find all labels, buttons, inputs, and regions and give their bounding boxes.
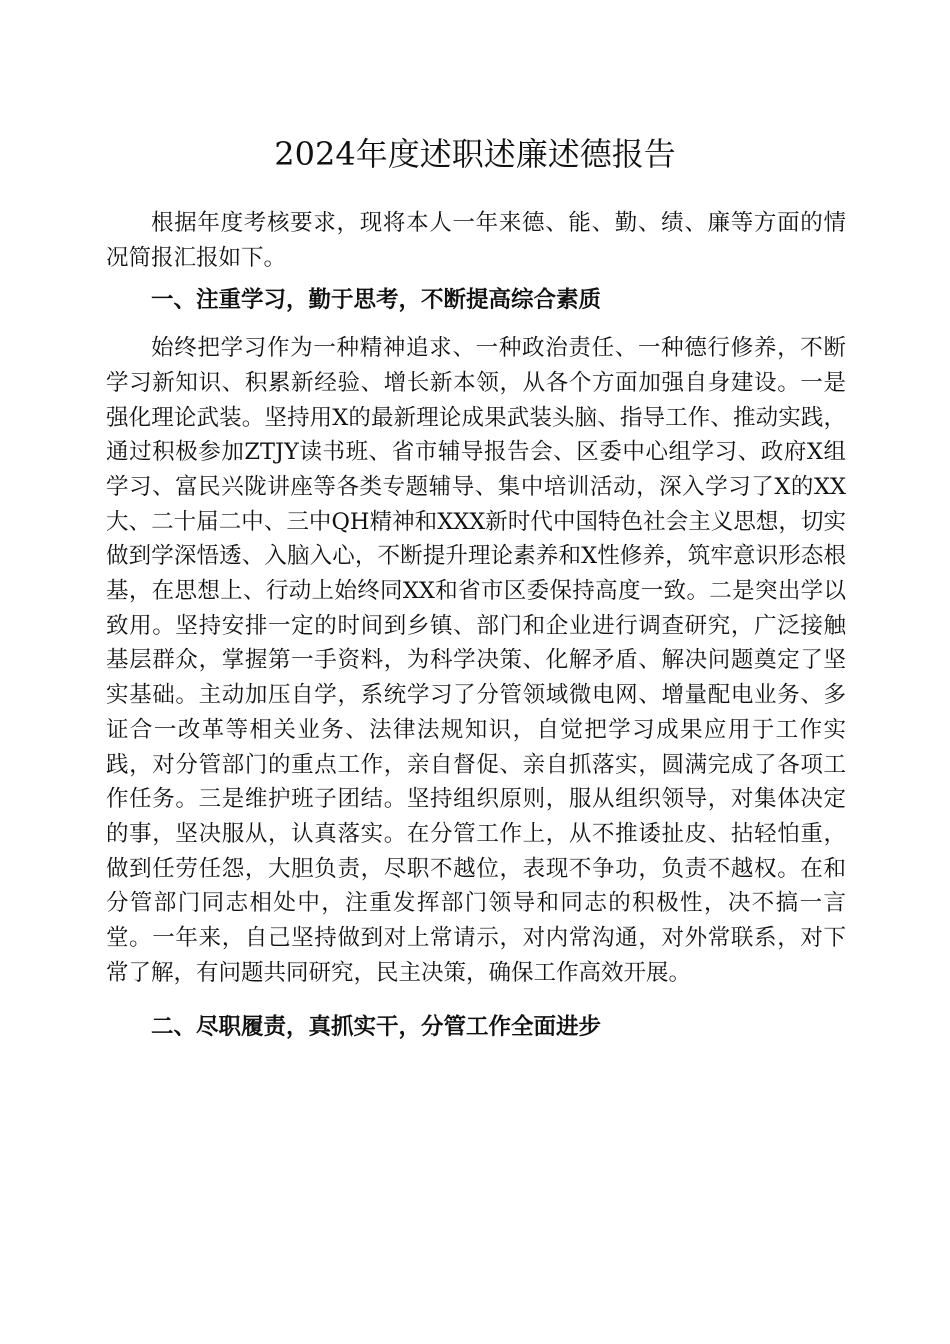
document-body [106, 206, 846, 1045]
section-heading-2: 二、尽职履责，真抓实干，分管工作全面进步 [151, 1014, 602, 1041]
document-title: 2024年度述职述廉述德报告 [274, 135, 676, 173]
section-body-1: 始终把学习作为一种精神追求、一种政治责任、一种德行修养，不断学习新知识、积累新经验、增长新本领，从各个方面加强自身建设。一是强化理论武装。坚持用X的最新理论成果武装头脑、指导工作、推动实践，通过积极参加ZTJY读书班、省市辅导报告会、区委中心组学习、政府X组学习、富民兴陇讲座等各类专题辅导、集中培训活动，深入学习了X的XX大、二十届二中、三中QH精神和XXX新时代中国特色社会主义思想，切实做到学深悟透、入脑入心，不断提升理论素养和X性修养，筑牢意识形态根基，在思想上、行动上始终同XX和省市区委保持高度一致。二是突出学以致用。坚持安排一定的时间到乡镇、部门和企业进行调查研究，广泛接触基层群众，掌握第一手资料，为科学决策、化解矛盾、解决问题奠定了坚实基础。主动加压自学，系统学习了分管领域微电网、增量配电业务、多证合一改革等相关业务、法律法规知识，自觉把学习成果应用于工作实践，对分管部门的重点工作，亲自督促、亲自抓落实，圆满完成了各项工作任务。三是维护班子团结。坚持组织原则，服从组织领导，对集体决定的事，坚决服从，认真落实。在分管工作上，从不推诿扯皮、拈轻怕重，做到任劳任怨，大胆负责，尽职不越位，表现不争功，负责不越权。在和分管部门同志相处中，注重发挥部门领导和同志的积极性，决不搞一言堂。一年来，自己坚持做到对上常请示，对内常沟通，对外常联系，对下常了解，有问题共同研究，民主决策，确保工作高效开展。 [106, 335, 846, 986]
section-heading-1: 一、注重学习，勤于思考，不断提高综合素质 [151, 287, 602, 314]
intro-paragraph: 根据年度考核要求，现将本人一年来德、能、勤、绩、廉等方面的情况简报汇报如下。 [106, 210, 846, 271]
